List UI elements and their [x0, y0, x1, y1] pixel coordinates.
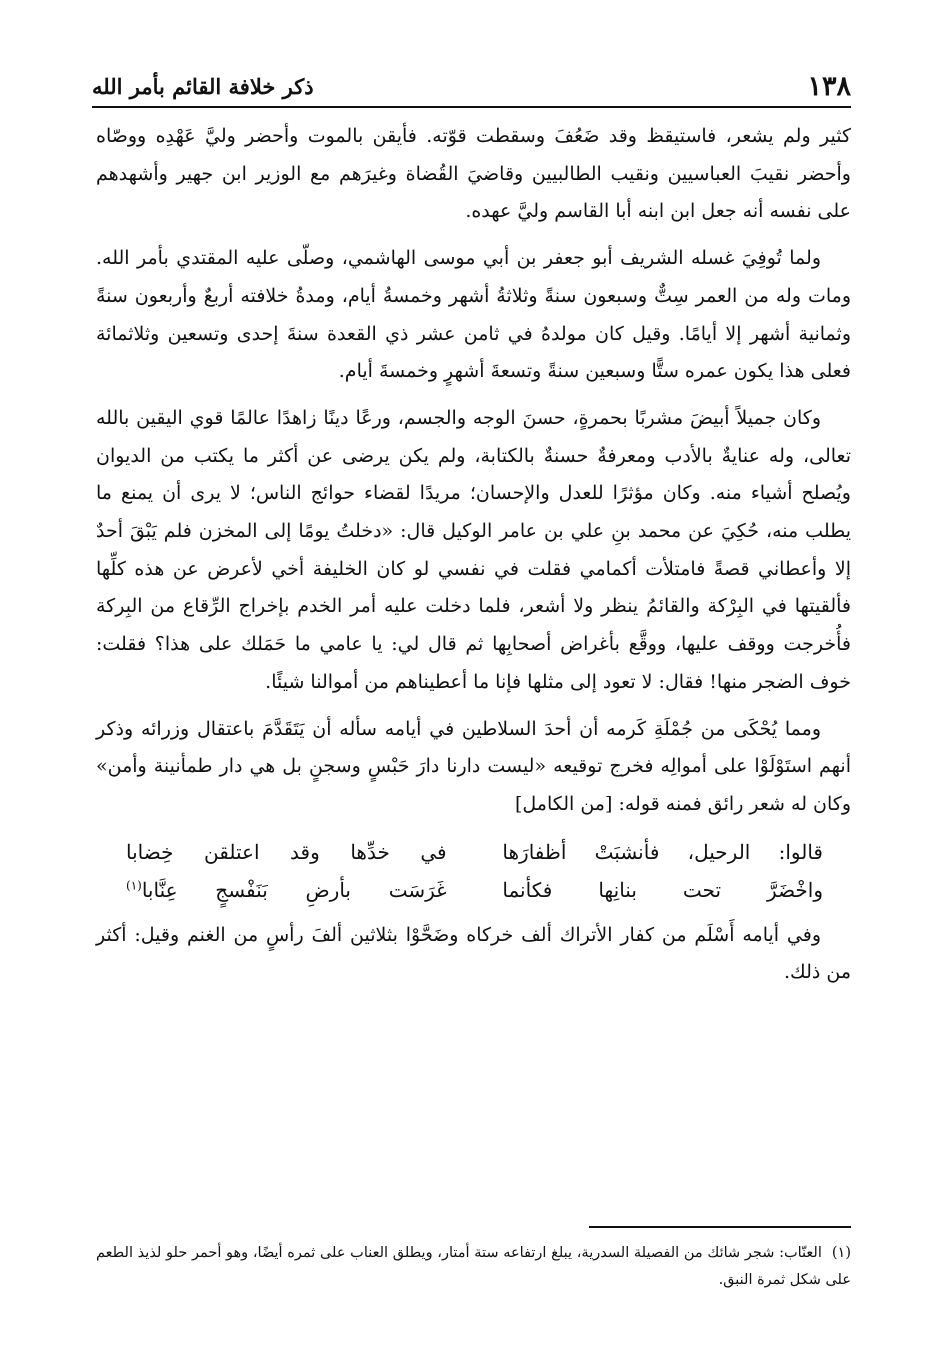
paragraph: كثير ولم يشعر، فاستيقظ وقد ضَعُفَ وسقطت قوّته. فأيقن بالموت وأحضر وليَّ عَهْدِه ووصّاه وأحضر نقيبَ العباسيين ونقيب الطالبيين وقاضيَ القُضاة وغيرَهم مع الوزير ابن جهير وأشهدهم على نفسه أنه جعل ابن ابنه أبا القاسم وليَّ عهده.: [96, 125, 851, 223]
verse-second-hemistich: [126, 871, 447, 909]
footnote-number: (١): [831, 1245, 851, 1261]
verse-first-hemistich: قالوا: الرحيل، فأنشبَتْ أظفارَها: [502, 839, 823, 864]
paragraph-text: ومما يُحْكَى من جُمْلَةِ كَرمه أن أحدَ السلاطين في أيامه سأله أن يَتَقَدَّمَ باعتقال وزرائه وذكر أنهم استَوْلَوْا على أموالِه فخرج توقيعه «ليست دارنا دارَ حَبْسٍ وسجنٍ بل هي دار طمأنينة وأمن» وكان له شعر رائق فمنه قوله:: [96, 717, 851, 815]
verse-second-hemistich-text: غَرَسَت بأرضِ بَنَفْسجٍ عِنَّابا: [141, 877, 447, 902]
running-title: ذكر خلافة القائم بأمر الله: [92, 74, 314, 99]
footnote-text: العنّاب: شجر شائك من الفصيلة السدرية، يبلغ ارتفاعه ستة أمتار، ويطلق العناب على ثمره أيضًا، وهو أحمر حلو لذيذ الطعم على شكل ثمرة النبق.: [96, 1245, 851, 1288]
paragraph: وفي أيامه أَسْلَم من كفار الأتراك ألف خركاه وضَحَّوْا بثلاثين ألفَ رأسٍ من الغنم وقيل: أكثر من ذلك.: [96, 923, 851, 984]
verse-first-hemistich: واخْضَرَّ تحت بنانِها فكأنما: [502, 877, 823, 902]
main-text: [96, 118, 851, 1001]
paragraph: وكان جميلاً أبيضَ مشربًا بحمرةٍ، حسنَ الوجه والجسم، ورعًا دينًا زاهدًا عالمًا قوي اليقين بالله تعالى، وله عنايةٌ بالأدب ومعرفةٌ حسنةٌ بالكتابة، ولم يكن يرضى عن أكثر ما يكتب من الديوان ويُصلح أشياء منه. وكان مؤثرًا للعدل والإحسان؛ مريدًا لقضاء حوائج الناس؛ لا يرى أن يمنع ما يطلب منه، حُكِيَ عن محمد بنِ علي بن عامر الوكيل قال: «دخلتُ يومًا إلى المخزن فلم يَبْقَ أحدٌ إلا وأعطاني قصةً فامتلأت أكمامي فقلت في نفسي لو كان الخليفة أخي لأعرض عن هذه كلِّها فألقيتها في البِرْكة والقائمُ ينظر ولا أشعر، فلما دخلت عليه أمر الخدم بإخراج الرِّقاع من البِركة فأُخرجت ووقف عليها، ووقَّع بأغراض أصحابِها ثم قال لي: يا عامي ما حَمَلك على هذا؟ فقلت: خوف الضجر منها! فقال: لا تعود إلى مثلها فإنا ما أعطيناهم من أموالنا شيئًا.: [96, 406, 851, 693]
poetic-meter-label: [من الكامل]: [514, 792, 613, 815]
footnotes: [96, 1240, 851, 1294]
footnote-divider: [589, 1226, 851, 1228]
poem-verse: [96, 871, 851, 909]
page-number: ١٣٨: [807, 71, 851, 102]
verse-second-hemistich: في خدِّها وقد اعتلقن خِضابا: [126, 839, 447, 864]
footnote: [96, 1240, 851, 1294]
footnote-reference: (١): [126, 878, 142, 892]
page-header: [92, 62, 851, 108]
poem: [96, 833, 851, 909]
paragraph: [96, 711, 851, 824]
poem-verse: [96, 833, 851, 871]
paragraph: ولما تُوفِيَ غسله الشريف أبو جعفر بن أبي موسى الهاشمي، وصلّى عليه المقتدي بأمر الله. ومات وله من العمر سِتٌّ وسبعون سنةً وثلاثةُ أشهر وخمسةُ أيام، ومدةُ خلافته أربعٌ وأربعون سنةً وثمانية أشهر إلا أيامًا. وقيل كان مولدهُ في ثامن عشر ذي القعدة سنةَ إحدى وتسعين وثلاثمائة فعلى هذا يكون عمره ستًّا وسبعين سنةً وتسعةَ أشهرٍ وخمسةَ أيام.: [96, 247, 851, 383]
